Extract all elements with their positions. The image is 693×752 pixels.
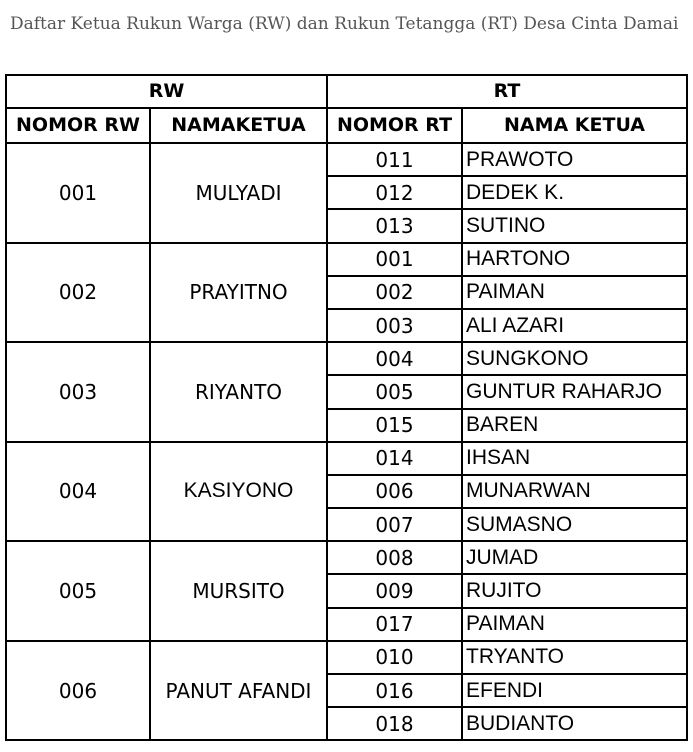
- rt-number: 016: [327, 674, 462, 707]
- rt-ketua: SUTINO: [462, 209, 687, 242]
- rt-ketua: TRYANTO: [462, 641, 687, 674]
- rw-ketua: PANUT AFANDI: [150, 641, 327, 741]
- rw-number: 001: [6, 143, 150, 243]
- rt-number: 006: [327, 475, 462, 508]
- nama-ketua-rw-header: NAMAKETUA: [150, 108, 327, 143]
- rt-number: 001: [327, 243, 462, 276]
- rt-number: 005: [327, 375, 462, 408]
- rw-number: 006: [6, 641, 150, 741]
- rw-ketua: MULYADI: [150, 143, 327, 243]
- rt-ketua: BUDIANTO: [462, 707, 687, 740]
- table-row: [6, 641, 687, 674]
- rt-number: 009: [327, 574, 462, 607]
- rt-number: 017: [327, 608, 462, 641]
- nama-ketua-rt-header: NAMA KETUA: [462, 108, 687, 143]
- nomor-rt-header: NOMOR RT: [327, 108, 462, 143]
- rt-ketua: HARTONO: [462, 243, 687, 276]
- rt-number: 018: [327, 707, 462, 740]
- document-title: Daftar Ketua Rukun Warga (RW) dan Rukun Tetangga (RT) Desa Cinta Damai: [10, 14, 679, 34]
- header-row-columns: [6, 108, 687, 143]
- rw-ketua: MURSITO: [150, 541, 327, 641]
- rt-ketua: RUJITO: [462, 574, 687, 607]
- rw-ketua: RIYANTO: [150, 342, 327, 442]
- header-row-groups: [6, 75, 687, 108]
- rt-number: 008: [327, 541, 462, 574]
- rw-number: 004: [6, 442, 150, 542]
- table-row: [6, 442, 687, 475]
- rt-ketua: PRAWOTO: [462, 143, 687, 176]
- rt-number: 003: [327, 309, 462, 342]
- rt-ketua: SUMASNO: [462, 508, 687, 541]
- rt-ketua: SUNGKONO: [462, 342, 687, 375]
- rt-ketua: ALI AZARI: [462, 309, 687, 342]
- rt-number: 012: [327, 176, 462, 209]
- rt-number: 015: [327, 409, 462, 442]
- rt-ketua: JUMAD: [462, 541, 687, 574]
- rt-ketua: BAREN: [462, 409, 687, 442]
- table-row: [6, 243, 687, 276]
- rt-ketua: PAIMAN: [462, 608, 687, 641]
- rt-ketua: MUNARWAN: [462, 475, 687, 508]
- rw-rt-table: [5, 74, 688, 741]
- rt-number: 014: [327, 442, 462, 475]
- nomor-rw-header: NOMOR RW: [6, 108, 150, 143]
- rt-ketua: EFENDI: [462, 674, 687, 707]
- rw-ketua: PRAYITNO: [150, 243, 327, 343]
- table-row: [6, 143, 687, 176]
- rw-group-header: RW: [6, 75, 327, 108]
- rt-ketua: IHSAN: [462, 442, 687, 475]
- rt-number: 011: [327, 143, 462, 176]
- rt-number: 010: [327, 641, 462, 674]
- table-row: [6, 342, 687, 375]
- rt-number: 007: [327, 508, 462, 541]
- table-row: [6, 541, 687, 574]
- rt-group-header: RT: [327, 75, 687, 108]
- rt-number: 004: [327, 342, 462, 375]
- rt-ketua: PAIMAN: [462, 276, 687, 309]
- rw-number: 002: [6, 243, 150, 343]
- rt-ketua: DEDEK K.: [462, 176, 687, 209]
- rw-number: 005: [6, 541, 150, 641]
- rt-number: 013: [327, 209, 462, 242]
- rw-number: 003: [6, 342, 150, 442]
- rt-number: 002: [327, 276, 462, 309]
- rt-ketua: GUNTUR RAHARJO: [462, 375, 687, 408]
- rw-ketua: KASIYONO: [150, 442, 327, 542]
